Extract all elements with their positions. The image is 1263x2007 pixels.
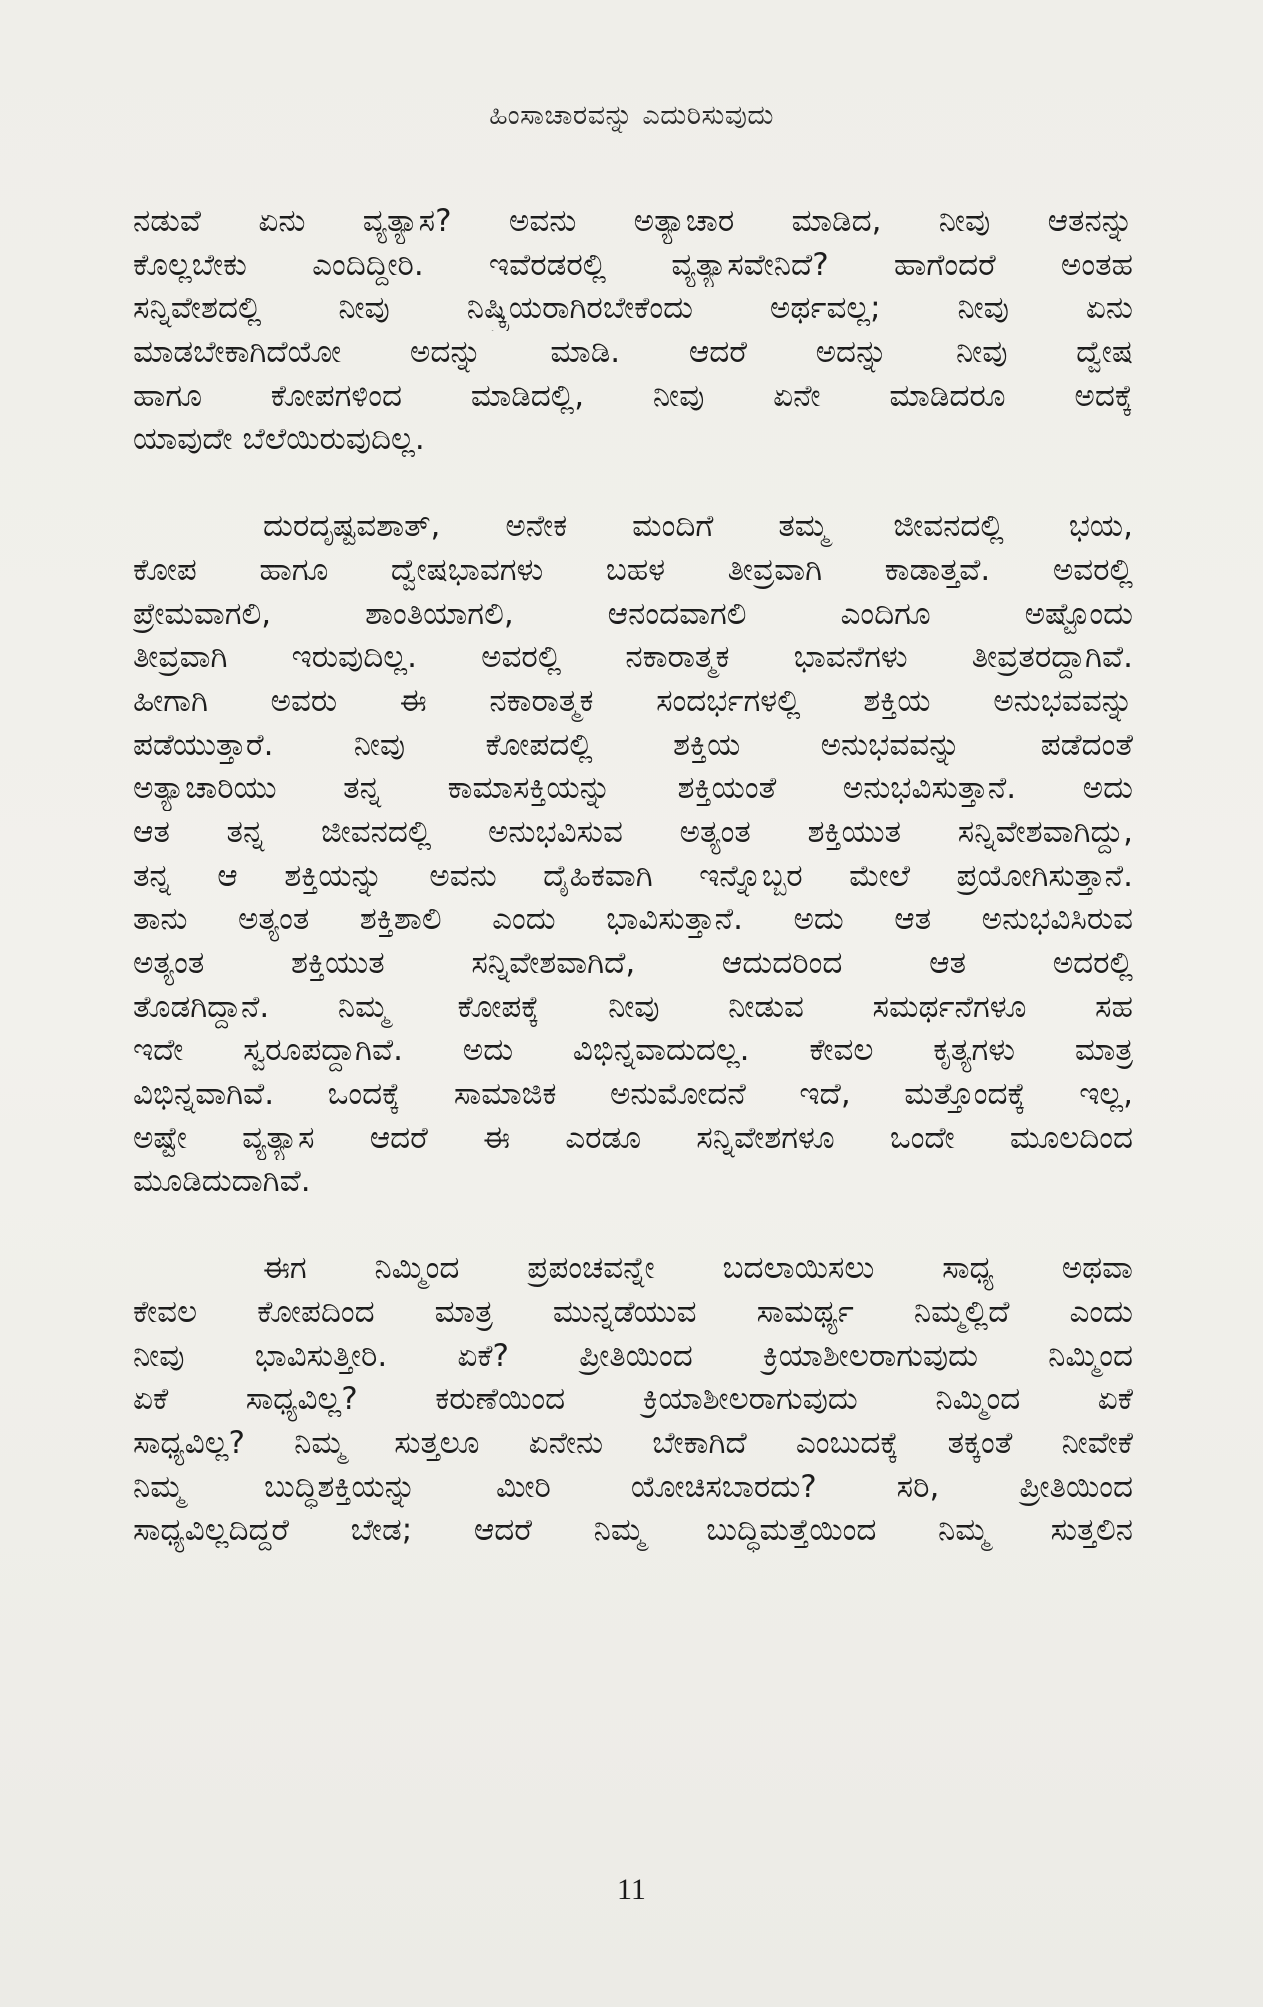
text-line: ನೀವು ಭಾವಿಸುತ್ತೀರಿ. ಏಕೆ? ಪ್ರೀತಿಯಿಂದ ಕ್ರಿಯಾಶೀಲರಾಗುವುದು ನಿಮ್ಮಿಂದ — [133, 1337, 1133, 1374]
text-line: ಕೇವಲ ಕೋಪದಿಂದ ಮಾತ್ರ ಮುನ್ನಡೆಯುವ ಸಾಮರ್ಥ್ಯ ನಿಮ್ಮಲ್ಲಿದೆ ಎಂದು — [133, 1293, 1133, 1330]
text-line: ಅಷ್ಟೇ ವ್ಯತ್ಯಾಸ ಆದರೆ ಈ ಎರಡೂ ಸನ್ನಿವೇಶಗಳೂ ಒಂದೇ ಮೂಲದಿಂದ — [133, 1119, 1133, 1156]
page-number: 11 — [617, 1873, 646, 1906]
text-line: ನಿಮ್ಮ ಬುದ್ಧಿಶಕ್ತಿಯನ್ನು ಮೀರಿ ಯೋಚಿಸಬಾರದು? ಸರಿ, ಪ್ರೀತಿಯಿಂದ — [133, 1468, 1133, 1505]
text-line: ತಾನು ಅತ್ಯಂತ ಶಕ್ತಿಶಾಲಿ ಎಂದು ಭಾವಿಸುತ್ತಾನೆ. ಅದು ಆತ ಅನುಭವಿಸಿರುವ — [133, 901, 1133, 938]
text-line: ಅತ್ಯಾಚಾರಿಯು ತನ್ನ ಕಾಮಾಸಕ್ತಿಯನ್ನು ಶಕ್ತಿಯಂತೆ ಅನುಭವಿಸುತ್ತಾನೆ. ಅದು — [133, 770, 1133, 807]
text-line: ತನ್ನ ಆ ಶಕ್ತಿಯನ್ನು ಅವನು ದೈಹಿಕವಾಗಿ ಇನ್ನೊಬ್ಬರ ಮೇಲೆ ಪ್ರಯೋಗಿಸುತ್ತಾನೆ. — [133, 857, 1133, 894]
text-line: ಸಾಧ್ಯವಿಲ್ಲದಿದ್ದರೆ ಬೇಡ; ಆದರೆ ನಿಮ್ಮ ಬುದ್ಧಿಮತ್ತೆಯಿಂದ ನಿಮ್ಮ ಸುತ್ತಲಿನ — [133, 1512, 1133, 1549]
body-text — [133, 200, 1133, 1553]
text-line: ಪಡೆಯುತ್ತಾರೆ. ನೀವು ಕೋಪದಲ್ಲಿ ಶಕ್ತಿಯ ಅನುಭವವನ್ನು ಪಡೆದಂತೆ — [133, 726, 1133, 763]
text-line: ಕೊಲ್ಲಬೇಕು ಎಂದಿದ್ದೀರಿ. ಇವೆರಡರಲ್ಲಿ ವ್ಯತ್ಯಾಸವೇನಿದೆ? ಹಾಗೆಂದರೆ ಅಂತಹ — [133, 246, 1133, 283]
text-line: ಆತ ತನ್ನ ಜೀವನದಲ್ಲಿ ಅನುಭವಿಸುವ ಅತ್ಯಂತ ಶಕ್ತಿಯುತ ಸನ್ನಿವೇಶವಾಗಿದ್ದು, — [133, 813, 1133, 850]
text-line: ಹಾಗೂ ಕೋಪಗಳಿಂದ ಮಾಡಿದಲ್ಲಿ, ನೀವು ಏನೇ ಮಾಡಿದರೂ ಅದಕ್ಕೆ — [133, 377, 1133, 414]
paragraph-3 — [133, 1247, 1133, 1553]
text-line: ಮೂಡಿದುದಾಗಿವೆ. — [133, 1163, 311, 1200]
text-line: ಹೀಗಾಗಿ ಅವರು ಈ ನಕಾರಾತ್ಮಕ ಸಂದರ್ಭಗಳಲ್ಲಿ ಶಕ್ತಿಯ ಅನುಭವವನ್ನು — [133, 682, 1133, 719]
text-line: ಸನ್ನಿವೇಶದಲ್ಲಿ ನೀವು ನಿಷ್ಕ್ರಿಯರಾಗಿರಬೇಕೆಂದು ಅರ್ಥವಲ್ಲ; ನೀವು ಏನು — [133, 290, 1133, 327]
text-line: ತೀವ್ರವಾಗಿ ಇರುವುದಿಲ್ಲ. ಅವರಲ್ಲಿ ನಕಾರಾತ್ಮಕ ಭಾವನೆಗಳು ತೀವ್ರತರದ್ದಾಗಿವೆ. — [133, 639, 1133, 676]
text-line: ಈಗ ನಿಮ್ಮಿಂದ ಪ್ರಪಂಚವನ್ನೇ ಬದಲಾಯಿಸಲು ಸಾಧ್ಯ ಅಥವಾ — [263, 1250, 1133, 1287]
text-line: ಏಕೆ ಸಾಧ್ಯವಿಲ್ಲ? ಕರುಣೆಯಿಂದ ಕ್ರಿಯಾಶೀಲರಾಗುವುದು ನಿಮ್ಮಿಂದ ಏಕೆ — [133, 1381, 1133, 1418]
text-line: ಕೋಪ ಹಾಗೂ ದ್ವೇಷಭಾವಗಳು ಬಹಳ ತೀವ್ರವಾಗಿ ಕಾಡಾತ್ತವೆ. ಅವರಲ್ಲಿ — [133, 551, 1133, 588]
text-line: ಯಾವುದೇ ಬೆಲೆಯಿರುವುದಿಲ್ಲ. — [133, 421, 425, 458]
text-line: ವಿಭಿನ್ನವಾಗಿವೆ. ಒಂದಕ್ಕೆ ಸಾಮಾಜಿಕ ಅನುಮೋದನೆ ಇದೆ, ಮತ್ತೊಂದಕ್ಕೆ ಇಲ್ಲ, — [133, 1076, 1133, 1113]
text-line: ಪ್ರೇಮವಾಗಲಿ, ಶಾಂತಿಯಾಗಲಿ, ಆನಂದವಾಗಲಿ ಎಂದಿಗೂ ಅಷ್ಟೊಂದು — [133, 595, 1133, 632]
running-head: ಹಿಂಸಾಚಾರವನ್ನು ಎದುರಿಸುವುದು — [489, 100, 774, 131]
text-line: ದುರದೃಷ್ಟವಶಾತ್, ಅನೇಕ ಮಂದಿಗೆ ತಮ್ಮ ಜೀವನದಲ್ಲಿ ಭಯ, — [263, 508, 1133, 545]
text-line: ಸಾಧ್ಯವಿಲ್ಲ? ನಿಮ್ಮ ಸುತ್ತಲೂ ಏನೇನು ಬೇಕಾಗಿದೆ ಎಂಬುದಕ್ಕೆ ತಕ್ಕಂತೆ ನೀವೇಕೆ — [133, 1424, 1133, 1461]
text-line: ಮಾಡಬೇಕಾಗಿದೆಯೋ ಅದನ್ನು ಮಾಡಿ. ಆದರೆ ಅದನ್ನು ನೀವು ದ್ವೇಷ — [133, 334, 1133, 371]
text-line: ಇದೇ ಸ್ವರೂಪದ್ದಾಗಿವೆ. ಅದು ವಿಭಿನ್ನವಾದುದಲ್ಲ. ಕೇವಲ ಕೃತ್ಯಗಳು ಮಾತ್ರ — [133, 1032, 1133, 1069]
paragraph-2 — [133, 505, 1133, 1204]
text-line: ಅತ್ಯಂತ ಶಕ್ತಿಯುತ ಸನ್ನಿವೇಶವಾಗಿದೆ, ಆದುದರಿಂದ ಆತ ಅದರಲ್ಲಿ — [133, 945, 1133, 981]
text-line: ನಡುವೆ ಏನು ವ್ಯತ್ಯಾಸ? ಅವನು ಅತ್ಯಾಚಾರ ಮಾಡಿದ, ನೀವು ಆತನನ್ನು — [133, 203, 1133, 239]
paragraph-1 — [133, 200, 1133, 462]
text-line: ತೊಡಗಿದ್ದಾನೆ. ನಿಮ್ಮ ಕೋಪಕ್ಕೆ ನೀವು ನೀಡುವ ಸಮರ್ಥನೆಗಳೂ ಸಹ — [133, 988, 1133, 1025]
